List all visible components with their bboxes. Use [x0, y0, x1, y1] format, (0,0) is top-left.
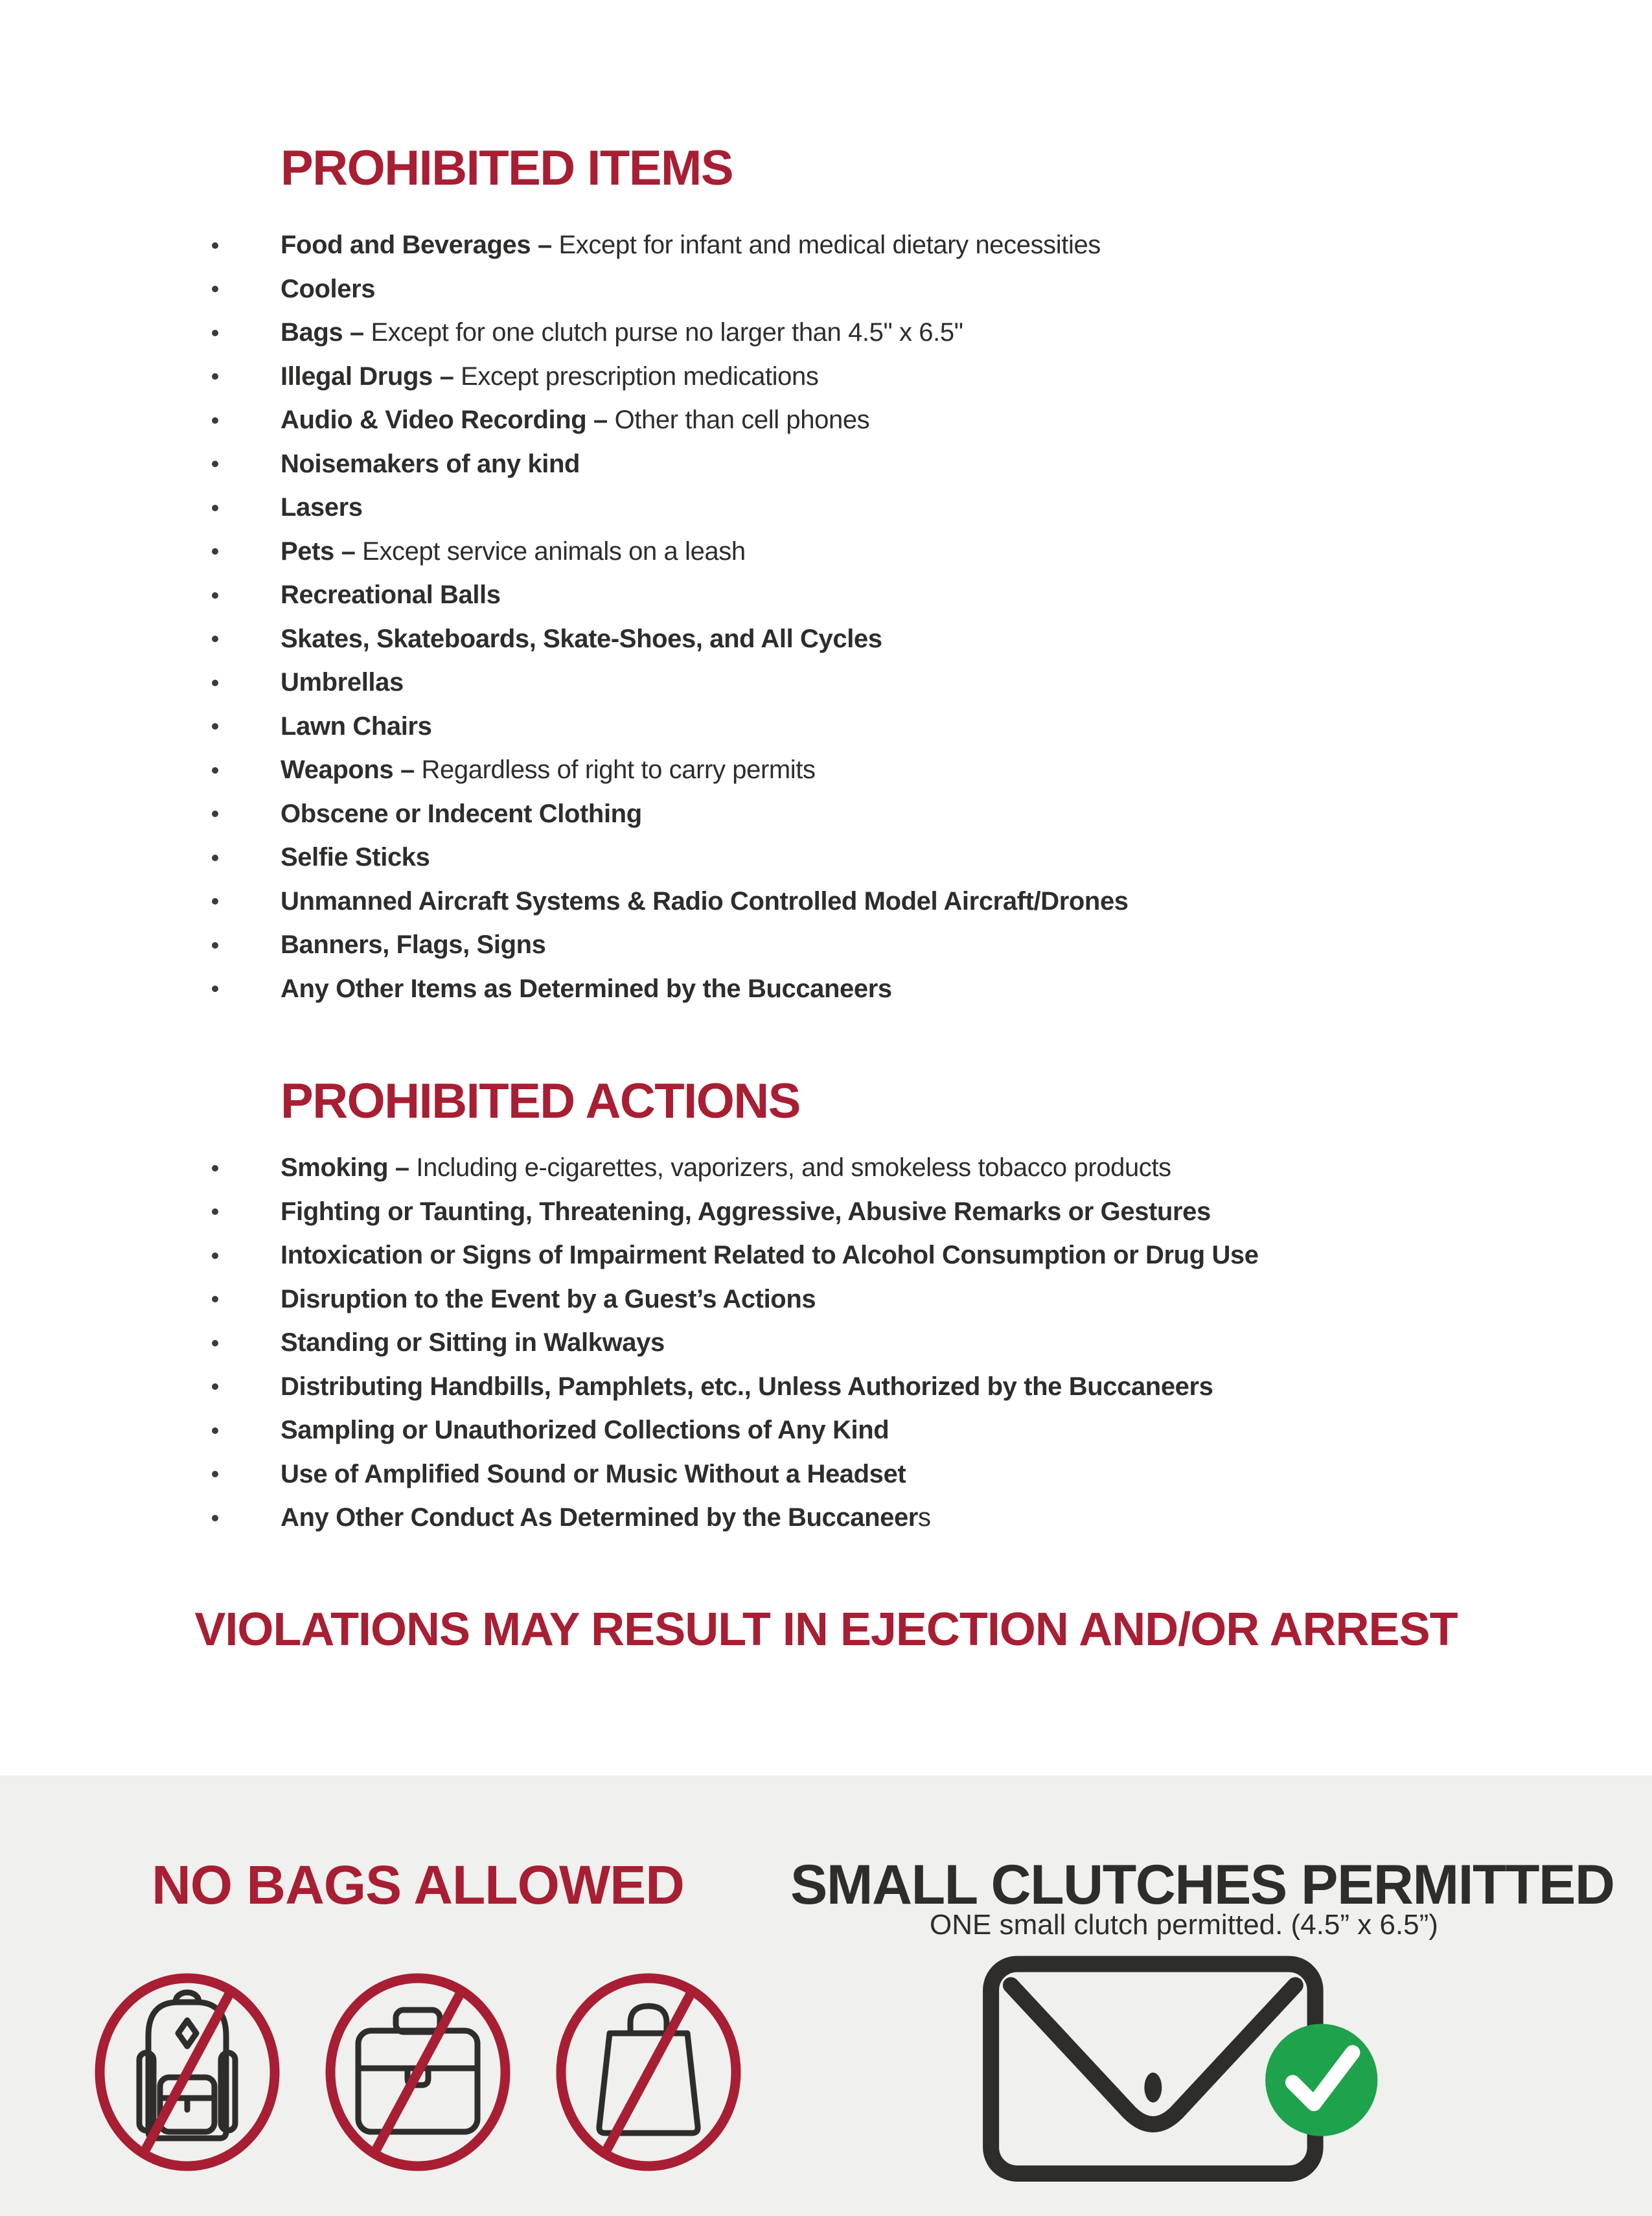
rule-item-bold: Bags – [281, 318, 371, 347]
no-bags-icons-row [90, 1968, 746, 2176]
rule-item-detail: Including e-cigarettes, vaporizers, and smokeless tobacco products [416, 1153, 1171, 1182]
rule-item [0, 1234, 1652, 1278]
clutch-icon-wrap [964, 1949, 1405, 2202]
rule-item-bold: Umbrellas [281, 668, 404, 697]
rule-item [0, 398, 1652, 443]
rule-item-bold: Coolers [281, 274, 376, 303]
rule-item [0, 661, 1652, 705]
rule-item [0, 1278, 1652, 1322]
rule-item-detail: Except for one clutch purse no larger than 4.5" x 6.5" [371, 318, 963, 347]
rule-item-detail: Other than cell phones [614, 406, 870, 434]
rule-item [0, 1409, 1652, 1453]
rule-item-bold: Standing or Sitting in Walkways [281, 1328, 665, 1357]
rule-item [0, 705, 1652, 749]
rule-item-bold: Food and Beverages – [281, 231, 559, 259]
prohibited-items-list [0, 224, 1652, 1011]
rule-item-bold: Distributing Handbills, Pamphlets, etc., Unless Authorized by the Buccaneers [281, 1372, 1213, 1401]
rule-item-bold: Unmanned Aircraft Systems & Radio Controlled Model Aircraft/Drones [281, 886, 1129, 916]
rule-item-bold: Skates, Skateboards, Skate-Shoes, and All Cycles [281, 624, 882, 653]
no-bags-title: NO BAGS ALLOWED [152, 1854, 684, 1915]
rule-item-bold: Lawn Chairs [281, 711, 432, 741]
rule-item-bold: Pets – [281, 537, 363, 566]
rule-item-bold: Smoking – [281, 1153, 417, 1182]
rule-item-bold: Intoxication or Signs of Impairment Related to Alcohol Consumption or Drug Use [281, 1241, 1259, 1269]
backpack-prohibited-icon [90, 1968, 284, 2176]
prohibited-actions-title: PROHIBITED ACTIONS [281, 1074, 800, 1129]
rule-item [0, 268, 1652, 312]
rule-item [0, 1496, 1652, 1540]
rule-item-bold: Fighting or Taunting, Threatening, Aggressive, Abusive Remarks or Gestures [281, 1197, 1211, 1226]
small-clutches-title: SMALL CLUTCHES PERMITTED [790, 1854, 1614, 1916]
no-bags-section [0, 1775, 836, 2216]
rule-item [0, 443, 1652, 487]
rule-item [0, 355, 1652, 399]
rule-item [0, 1365, 1652, 1409]
rule-item [0, 573, 1652, 617]
rule-item-bold: Audio & Video Recording – [281, 406, 615, 434]
rule-item [0, 617, 1652, 662]
rule-item-detail: Regardless of right to carry permits [421, 756, 816, 784]
rule-item-bold: Noisemakers of any kind [281, 449, 580, 478]
bag-policy-band [0, 1775, 1652, 2216]
rule-item [0, 792, 1652, 837]
small-clutches-subtitle: ONE small clutch permitted. (4.5” x 6.5”) [930, 1909, 1438, 1941]
check-circle-icon [1265, 2024, 1377, 2136]
rule-item [0, 224, 1652, 268]
rule-item [0, 311, 1652, 355]
rule-item-bold: Selfie Sticks [281, 843, 430, 871]
rule-item [0, 748, 1652, 792]
rule-item-bold: Disruption to the Event by a Guest’s Actions [281, 1284, 816, 1313]
rule-item-bold: Weapons – [281, 756, 422, 784]
prohibited-actions-list [0, 1146, 1652, 1540]
rule-item [0, 923, 1652, 967]
prohibited-items-title: PROHIBITED ITEMS [281, 141, 733, 196]
rule-item-detail: Except for infant and medical dietary necessities [558, 231, 1101, 259]
rule-item [0, 1321, 1652, 1365]
rule-item-detail: Except prescription medications [461, 362, 819, 391]
briefcase-prohibited-icon [321, 1968, 515, 2176]
rule-item [0, 967, 1652, 1011]
rule-item [0, 530, 1652, 574]
shopping-bag-prohibited-icon [551, 1968, 746, 2176]
rule-item [0, 1453, 1652, 1497]
small-clutches-section [790, 1775, 1614, 2216]
rule-item-bold: Any Other Conduct As Determined by the Buccaneer [281, 1503, 918, 1532]
rule-item-detail: Except service animals on a leash [362, 537, 746, 566]
rule-item-bold: Lasers [281, 493, 363, 522]
rule-item-bold: Sampling or Unauthorized Collections of Any Kind [281, 1416, 889, 1444]
rule-item [0, 486, 1652, 530]
rule-item [0, 1190, 1652, 1234]
rule-item-bold: Any Other Items as Determined by the Buccaneers [281, 974, 892, 1003]
rule-item-bold: Banners, Flags, Signs [281, 930, 546, 959]
rule-item [0, 1146, 1652, 1190]
rule-item-bold: Obscene or Indecent Clothing [281, 799, 642, 828]
clutch-check-icon [964, 1949, 1405, 2199]
rule-item-bold: Use of Amplified Sound or Music Without a Headset [281, 1459, 906, 1488]
rule-item [0, 836, 1652, 880]
rule-item-bold: Illegal Drugs – [281, 362, 461, 391]
rule-item-detail: s [917, 1503, 931, 1532]
violations-notice: VIOLATIONS MAY RESULT IN EJECTION AND/OR ARREST [194, 1604, 1458, 1656]
rule-item-bold: Recreational Balls [281, 581, 501, 609]
rule-item [0, 880, 1652, 924]
